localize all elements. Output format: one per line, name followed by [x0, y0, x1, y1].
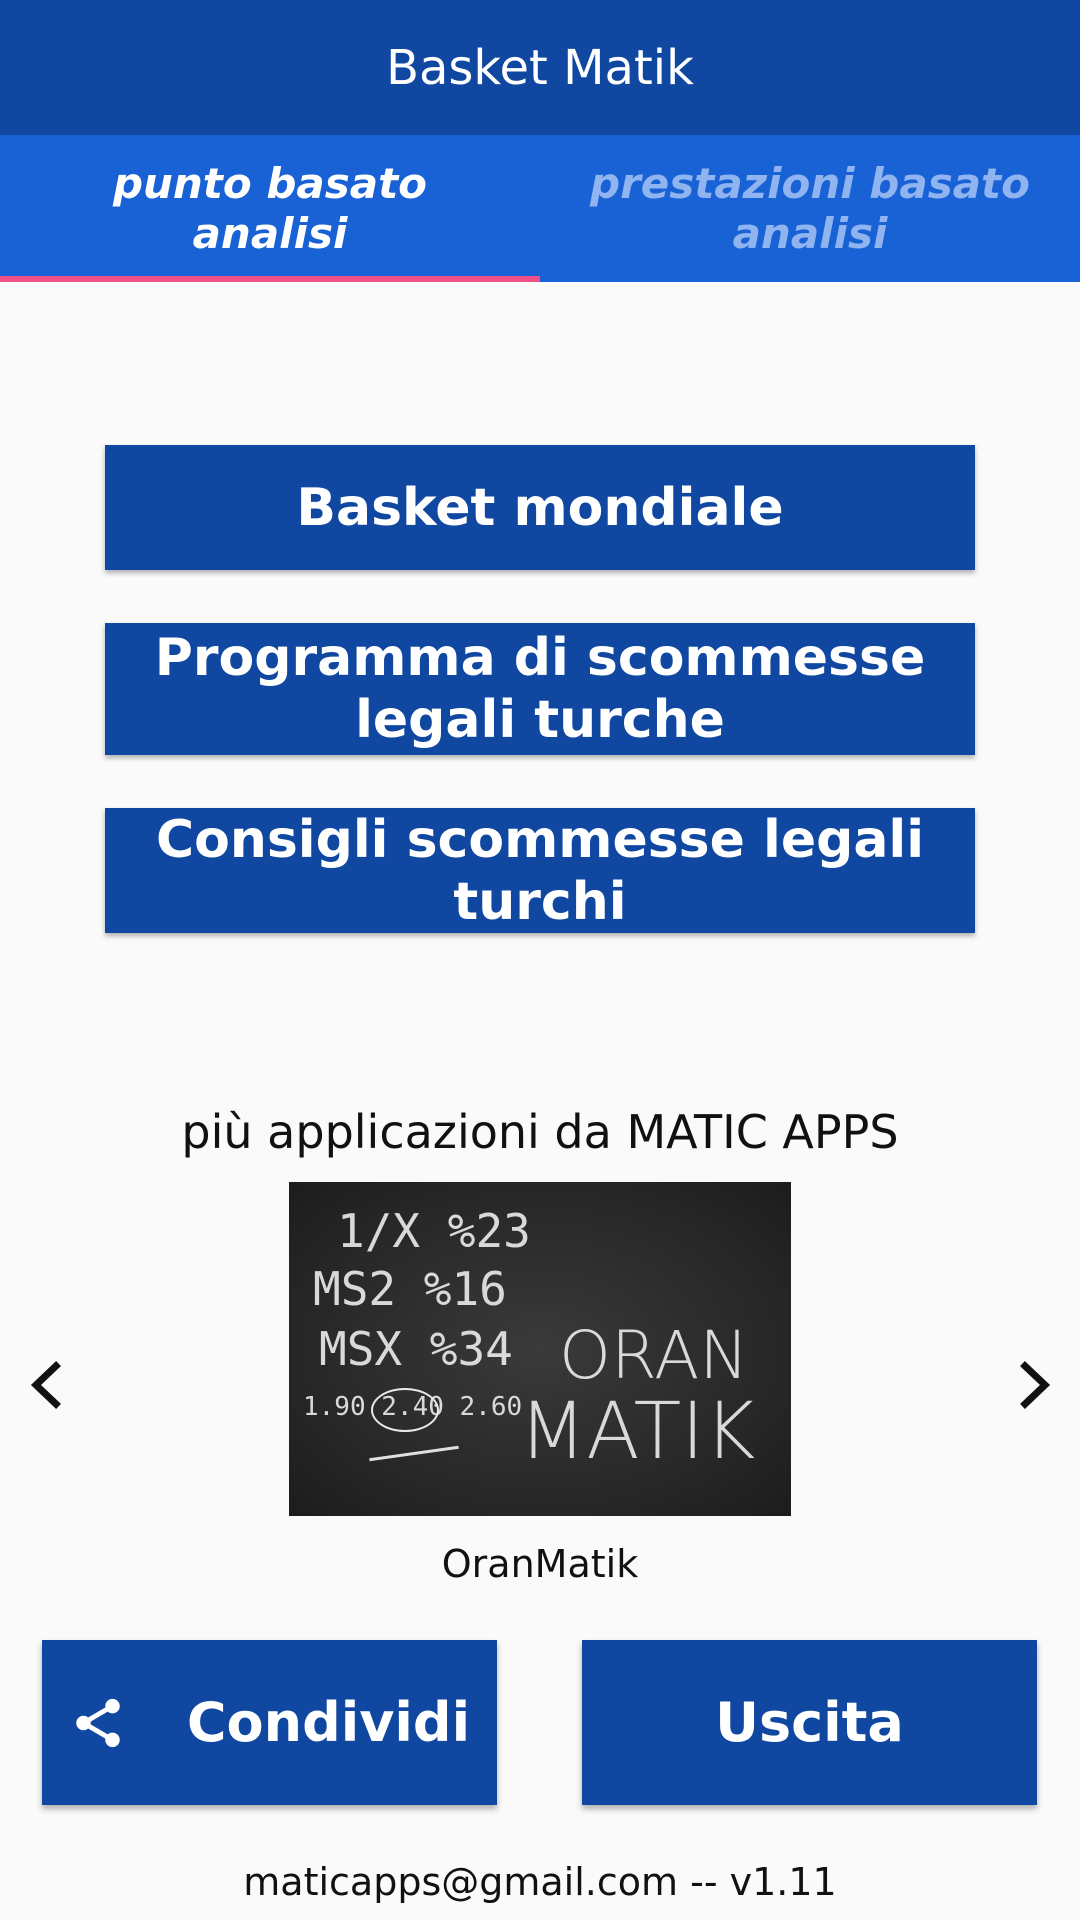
world-basketball-button[interactable]: Basket mondiale	[105, 445, 975, 570]
chalk-logo-line: ORAN	[559, 1317, 749, 1394]
more-apps-heading: più applicazioni da MATIC APPS	[181, 1105, 899, 1159]
carousel-app-name: OranMatik	[441, 1542, 639, 1586]
turkish-legal-betting-schedule-button[interactable]: Programma di scommesse legali turche	[105, 623, 975, 755]
chalk-text-line: MSX %34	[319, 1322, 513, 1376]
chevron-right-icon[interactable]	[1005, 1355, 1065, 1415]
app-title: Basket Matik	[386, 39, 694, 96]
share-icon	[69, 1694, 127, 1752]
chalk-logo-line: MATIK	[519, 1387, 756, 1477]
chevron-left-icon-svg	[26, 1360, 66, 1410]
chevron-left-icon[interactable]	[16, 1355, 76, 1415]
tab-point-based-analysis[interactable]: punto basato analisi	[112, 158, 428, 258]
tab-bar	[0, 135, 1080, 282]
turkish-legal-betting-tips-button[interactable]: Consigli scommesse legali turchi	[105, 808, 975, 933]
oranmatik-app-image[interactable]	[289, 1182, 791, 1516]
exit-button-label: Uscita	[715, 1691, 904, 1754]
chalk-text-line: MS2 %16	[313, 1262, 507, 1316]
chalk-underline	[369, 1446, 459, 1461]
chalk-text-line: 1.90 2.40 2.60	[303, 1392, 523, 1422]
share-button-label: Condividi	[186, 1691, 471, 1754]
chalk-circle	[371, 1388, 439, 1432]
active-tab-indicator	[0, 276, 540, 282]
footer-contact-version: maticapps@gmail.com -- v1.11	[243, 1860, 837, 1904]
exit-button[interactable]	[582, 1640, 1037, 1805]
share-button[interactable]	[42, 1640, 497, 1805]
tab-performance-based-analysis[interactable]: prestazioni basato analisi	[590, 158, 1030, 258]
app-toolbar	[0, 0, 1080, 135]
chevron-right-icon-svg	[1015, 1360, 1055, 1410]
share-icon-svg	[69, 1694, 127, 1752]
chalk-text-line: 1/X %23	[337, 1204, 531, 1258]
